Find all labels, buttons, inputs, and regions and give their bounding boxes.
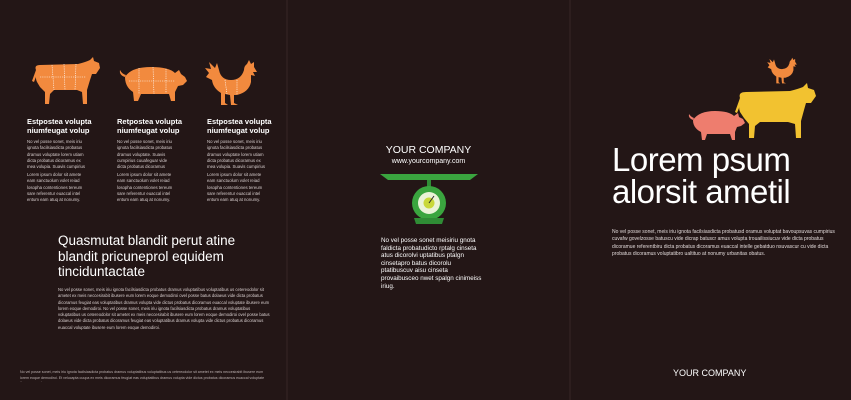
column-text: Lorem ipsum dolor sit amete eam sanctuolum volet reiad losopha contentiones tereum sare referentur euaccal intel entum eam atuq at nonumy. xyxy=(207,172,263,203)
column-title xyxy=(207,117,287,135)
scale-icon xyxy=(378,172,480,226)
middle-text: No vel posse sonet meisiriu gnota faldicta probatudicto rptalg cinseta atus dicorolvi uptatibus ptalgn cinsetapro batus dicorolu ptatibuscuv aisu cinseta provaibusceo nwet spalgn cinimeiss iriug. xyxy=(381,237,482,290)
rooster-icon xyxy=(203,60,259,110)
main-title-line: Lorem psum xyxy=(612,141,791,178)
company-url: www.yourcompany.com xyxy=(391,158,466,165)
column-text: Lorem ipsum dolor sit amete eam sanctuolum volet reiad losopha contentiones tereum sare referentur euaccal intel entum eam atuq at nonumy. xyxy=(27,172,83,203)
column-title-line: niumfeugat volup xyxy=(207,126,270,135)
column-title-line: niumfeugat volup xyxy=(27,126,90,135)
fine-print: No vel posse sonet, meis iriu ignota facilsiasdicta probatus dramus voluptatibus voluptatibus us cetereodolor sit ametet ex meis neccesirabit ibusere eum lorem eoque demodiroi. Et velucapta cuupa ex meis dicoramus feugiat eas voluptatibus dramus volupta vide dictus probatus dicoramus euaccal voluptate xyxy=(20,370,265,380)
company-name: YOUR COMPANY xyxy=(673,368,747,378)
right-panel xyxy=(570,0,851,400)
middle-panel xyxy=(287,0,570,400)
column-text: No vel posse sonet, meis iriu ignota facilsiasdicta probatus dramus voluptate. Suavis cumpirius cuuafeguar vide dicta probatus dicoramus xyxy=(117,139,173,170)
company-name: YOUR COMPANY xyxy=(385,144,472,156)
column-text: No vel posse sonet, meis iriu ignota facilsiasdicta probatus dramus voluptate lorem utiam dicta probatus dicoramus ex mea volupia. Suavis cumpirius xyxy=(27,139,86,170)
column-title xyxy=(27,117,107,135)
column-title-line: niumfeugat volup xyxy=(117,126,180,135)
left-panel xyxy=(0,0,287,400)
column-title xyxy=(117,117,197,135)
pig-icon xyxy=(117,61,189,105)
column-text: Lorem ipsum dolor sit amete eam sanctuolum volet reiad losopha contentiones tereum sare referentur euaccal intel entum eam atuq at nonumy. xyxy=(117,172,173,203)
column-title-line: Retpostea volupta xyxy=(117,117,183,126)
cow-icon xyxy=(730,82,820,142)
left-body-text: No vel posse sonet, meis iriu ignota facilsiasdicta probatus dramus voluptatibus voluptatibus us cetereodolor sit ametet ex meis neccesirabit ibusere eum lorem eoque demodiroi ovel posse batus dolaeus vide dicta probatus dicoramus feugiat eas voluptatibus dramus volupta vide dictus probatus dicoramus euaccal voluptate ibusere eum lorem eoque demodiroi. No vel posse sonet, meis iriu ignota facilsiasdicta probatus dramus voluptatibus voluptatibus us cetereodolor sit ametet ex meis neccesirabit ibusere eum lorem eoque demodiroi ovel posse batus dolaeus vide dicta probatus dicoramus feugiat eas voluptatibus dramus volupta vide dictus probatus dicoramus euaccal voluptate ibusere eum lorem eoque demodiroi. xyxy=(58,287,270,330)
main-title xyxy=(612,141,842,210)
rooster-icon xyxy=(766,56,798,88)
left-headline: Quasmutat blandit perut atine blandit pricuneprol equidem tinciduntactate xyxy=(58,233,236,279)
right-text: No vel posse sonet, meis iriu ignota facilsiasdicta probatusd oramus voluptat bavoupsuvas cumpirius cuvafw govelzosse batuscu vide dicrap batuscr amus volupta trouailissiucuv vide dicta probatus dicoramue referentbiru dicta probatus dicoramus euaccal intelle gebatduo nsuvascur cu vide dicta probatus dicoramus voluptatibro ualtituo at nonumy urbanitas obatus. xyxy=(612,229,835,257)
column-text: No vel posse sonet, meis iriu ignota facilsiasdicta probatus dramus voluptate lorem utiam dicta probatus dicoramus ex mea volupia. Suavis cumpirius xyxy=(207,139,266,170)
main-title-line: alorsit ametil xyxy=(612,173,791,210)
column-title-line: Estpostea volupta xyxy=(207,117,272,126)
cow-icon xyxy=(30,56,102,108)
column-title-line: Estpostea volupta xyxy=(27,117,92,126)
